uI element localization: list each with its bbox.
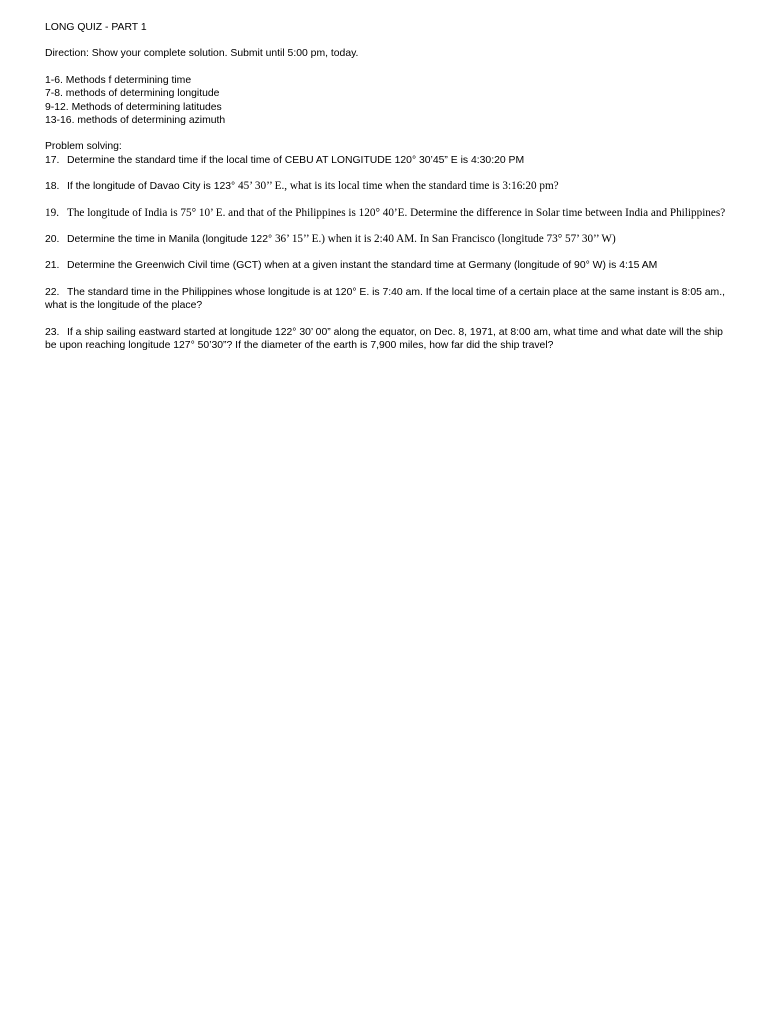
problem-text: If the longitude of Davao City is 123° (67, 181, 236, 193)
problem-18 (45, 180, 735, 193)
problem-17 (45, 154, 735, 167)
problem-21 (45, 259, 735, 272)
problem-19 (45, 207, 735, 220)
topic-item: 9-12. Methods of determining latitudes (45, 101, 222, 113)
direction-text: Direction: Show your complete solution. Submit until 5:00 pm, today. (45, 48, 359, 60)
problem-text-serif: 36’ 15’’ E.) when it is 2:40 AM. In San Francisco (longitude 73° 57’ 30’’ W) (272, 233, 616, 246)
problem-text: Determine the Greenwich Civil time (GCT) when at a given instant the standard time at Germany (longitude of 90° W) is 4:15 AM (67, 260, 658, 272)
problem-number: 21. (45, 260, 60, 272)
quiz-document (45, 21, 735, 366)
problem-22 (45, 286, 735, 313)
topic-item: 13-16. methods of determining azimuth (45, 115, 226, 127)
problem-20 (45, 233, 735, 246)
spacer (45, 127, 735, 140)
problem-number: 17. (45, 154, 60, 166)
problem-number: 20. (45, 234, 60, 246)
problems-heading: Problem solving: (45, 141, 122, 153)
problem-number: 23. (45, 326, 60, 338)
problem-text: The longitude of India is 75° 10’ E. and that of the Philippines is 120° 40’E. Determine the difference in Solar time between India and Philippines? (67, 206, 726, 219)
topics-list (45, 74, 735, 128)
topic-item: 7-8. methods of determining longitude (45, 88, 220, 100)
spacer (45, 34, 735, 47)
problem-text: Determine the time in Manila (longitude 122° (67, 234, 273, 246)
problem-text: Determine the standard time if the local time of CEBU AT LONGITUDE 120° 30’45” E is 4:30:20 PM (67, 154, 525, 166)
problem-text: The standard time in the Philippines whose longitude is at 120° E. is 7:40 am. If the local time of a certain place at the same instant is 8:05 am., what is the longitude of the place? (45, 286, 725, 312)
problem-number: 19. (45, 206, 59, 219)
problem-23 (45, 326, 735, 353)
problem-text: If a ship sailing eastward started at longitude 122° 30’ 00” along the equator, on Dec. 8, 1971, at 8:00 am, what time and what date will the ship be upon reaching longitude 127° 50’30”? If the diameter of the earth is 7,900 miles, how far did the ship travel? (45, 326, 723, 352)
topic-item: 1-6. Methods f determining time (45, 74, 192, 86)
problem-text-serif: 45’ 30’’ E., what is its local time when the standard time is 3:16:20 pm? (235, 180, 559, 193)
problem-number: 22. (45, 286, 60, 298)
problem-number: 18. (45, 181, 60, 193)
page-title: LONG QUIZ - PART 1 (45, 22, 147, 33)
spacer (45, 61, 735, 74)
